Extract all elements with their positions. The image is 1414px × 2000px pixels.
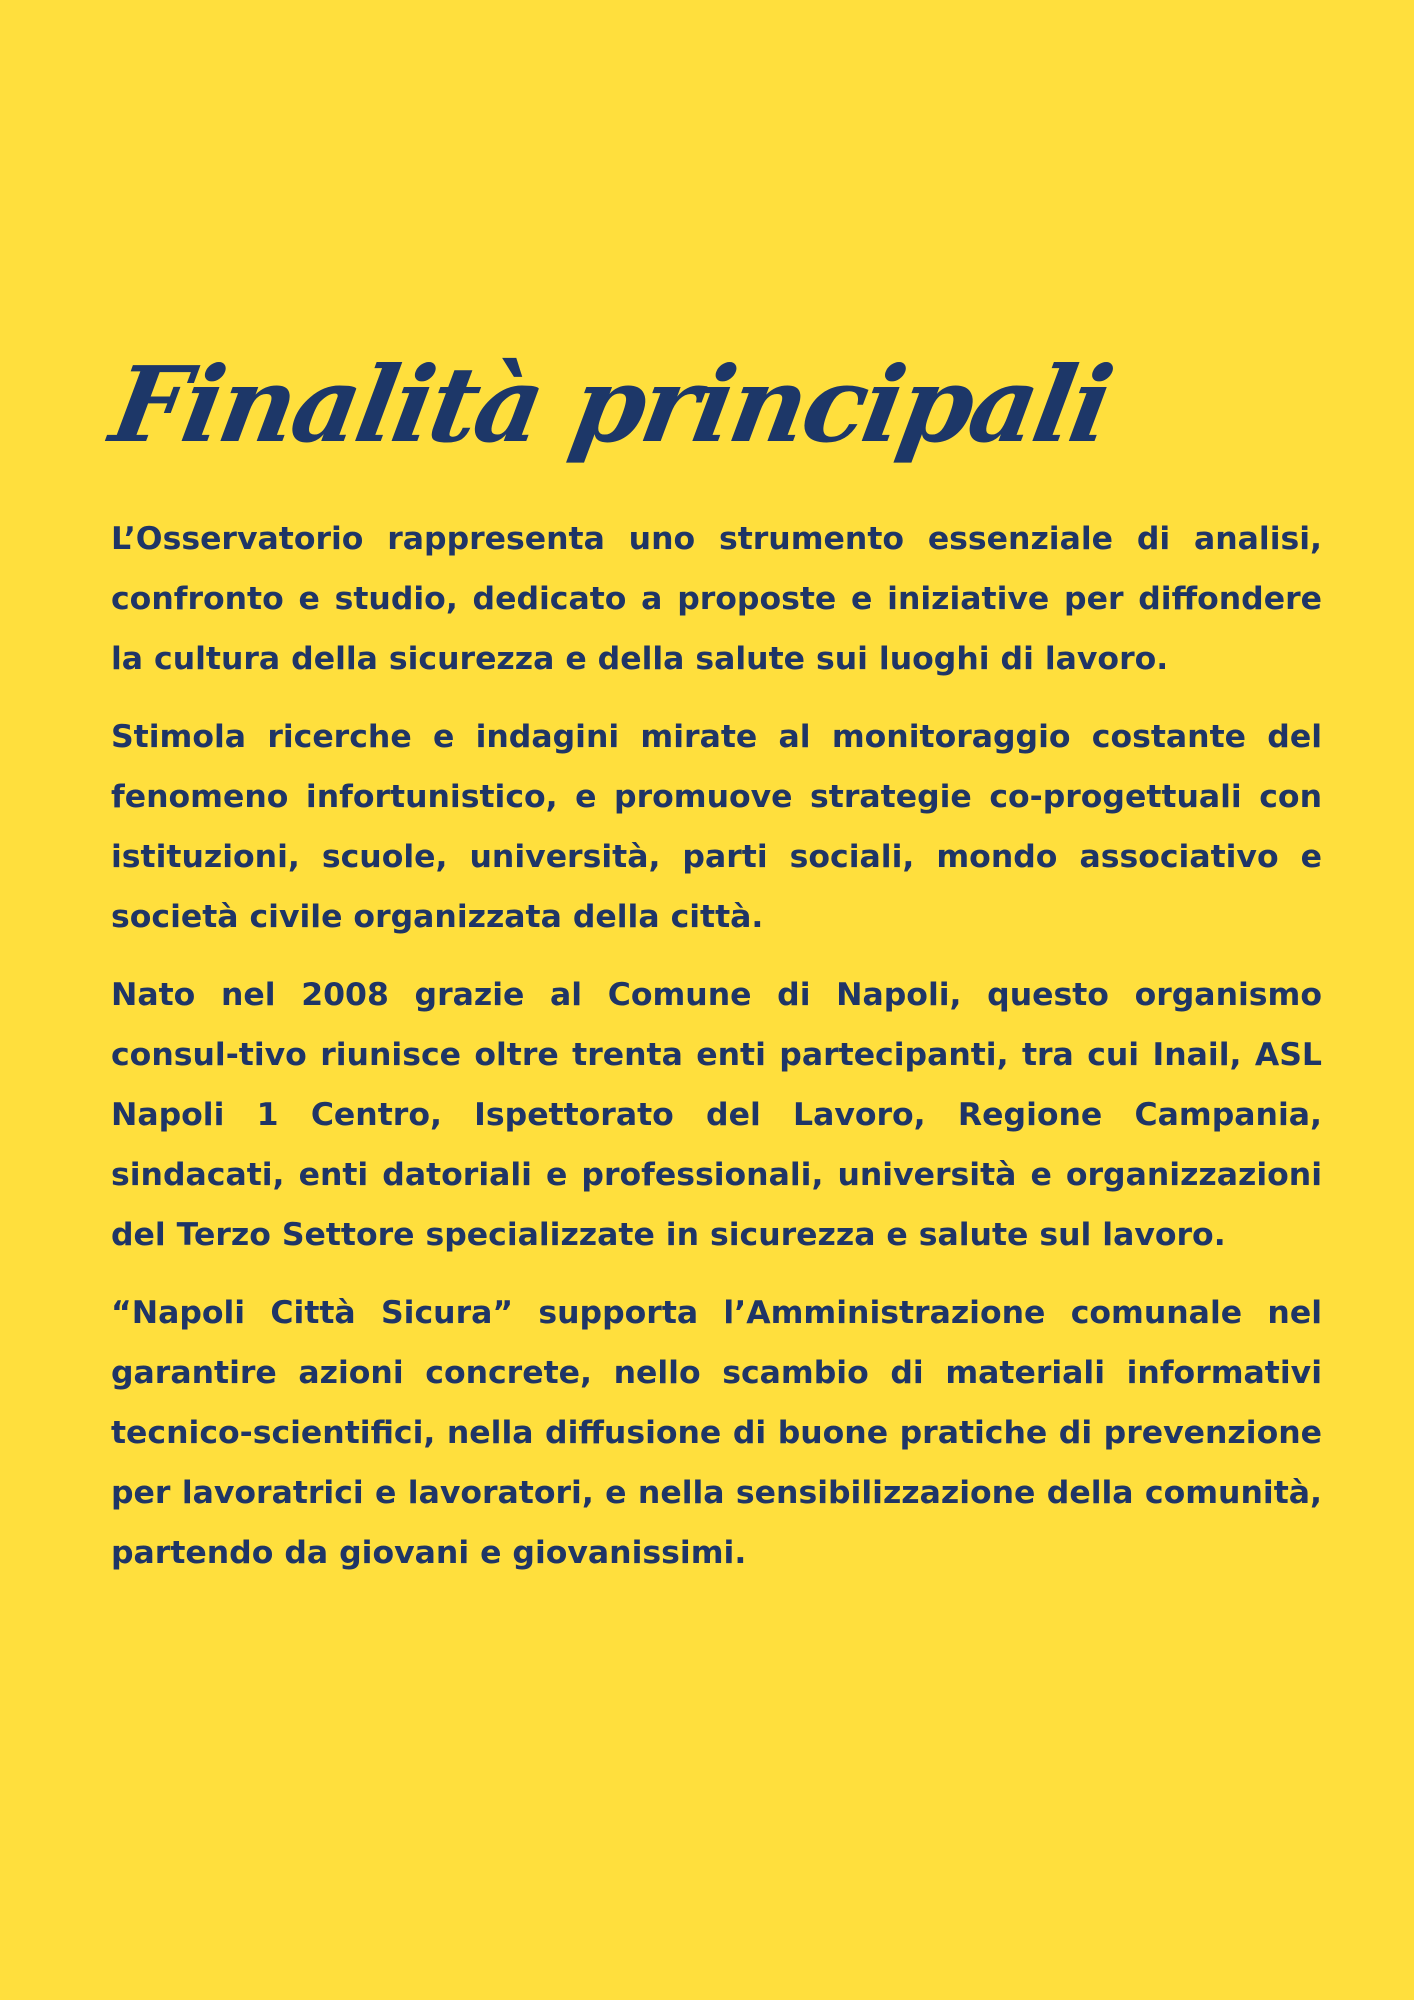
paragraph-intro: L’Osservatorio rappresenta uno strumento essenziale di analisi, confronto e studio, dedicato a proposte e iniziative per diffondere la cultura della sicurezza e della salute sui luoghi di lavoro. (111, 521, 1322, 678)
paragraph-history: Nato nel 2008 grazie al Comune di Napoli, questo organismo consul-tivo riunisce oltre trenta enti partecipanti, tra cui Inail, ASL Napoli 1 Centro, Ispettorato del Lavoro, Regione Campania, sindacati, enti datoriali e professionali, università e organizzazioni del Terzo Settore specializzate in sicurezza e salute sul lavoro. (111, 977, 1322, 1254)
page-title: Finalità principali (102, 343, 1120, 466)
page-content (102, 343, 1322, 1601)
paragraph-support: “Napoli Città Sicura” supporta l’Amministrazione comunale nel garantire azioni concrete, nello scambio di materiali informativi tecnico-scientifici, nella diffusione di buone pratiche di prevenzione per lavoratrici e lavoratori, e nella sensibilizzazione della comunità, partendo da giovani e giovanissimi. (111, 1295, 1322, 1572)
paragraph-research: Stimola ricerche e indagini mirate al monitoraggio costante del fenomeno infortunistico, e promuove strategie co-progettuali con istituzioni, scuole, università, parti sociali, mondo associativo e società civile organizzata della città. (111, 719, 1322, 936)
